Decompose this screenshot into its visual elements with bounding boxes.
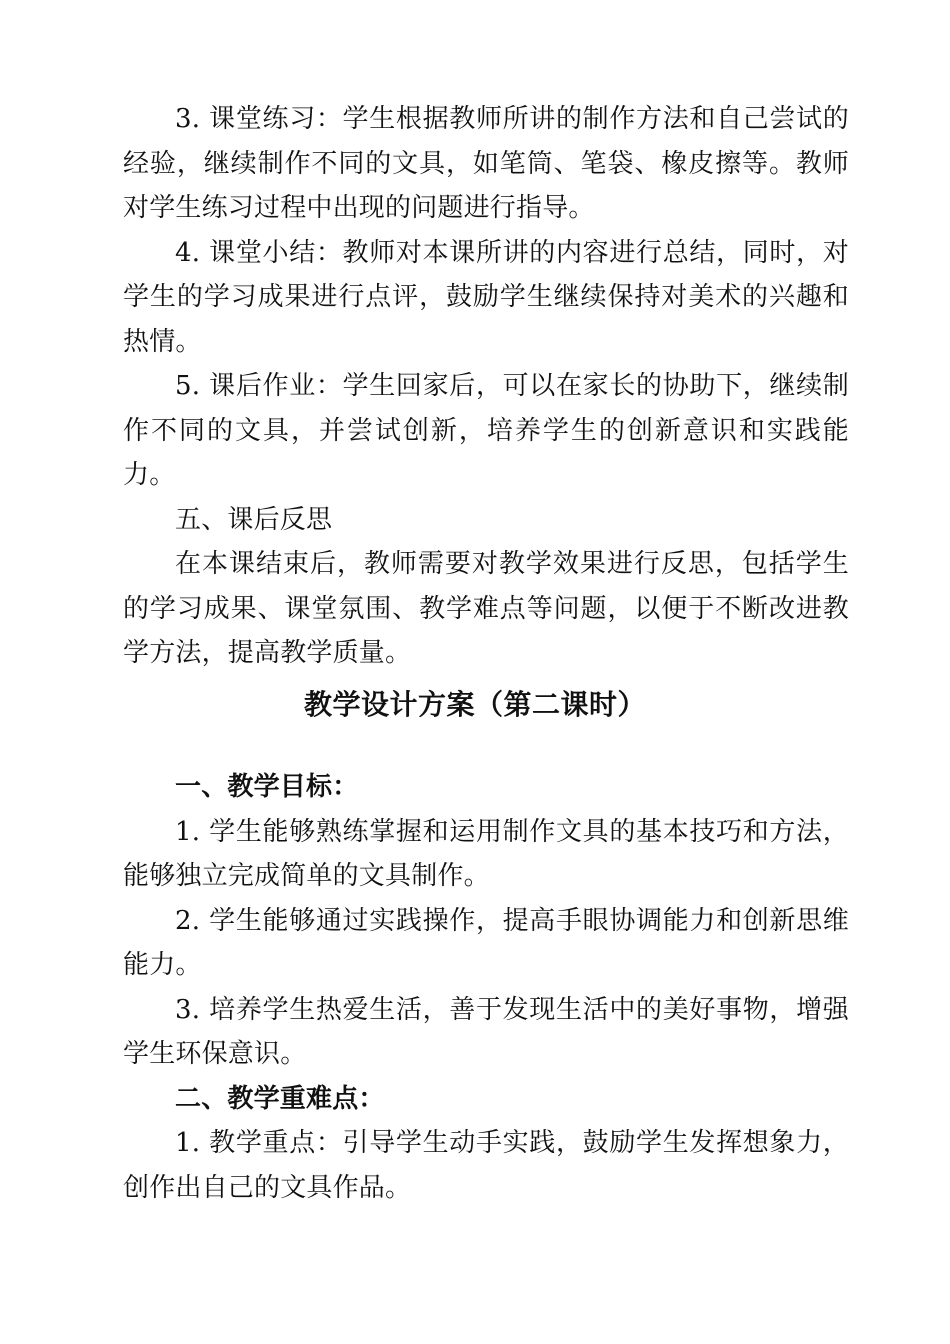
heading-key-difficult-points: 二、教学重难点： <box>175 1083 385 1114</box>
paragraph-classroom-practice: 3. 课堂练习：学生根据教师所讲的制作方法和自己尝试的经验，继续制作不同的文具，如笔筒、笔袋、橡皮擦等。教师对学生练习过程中出现的问题进行指导。 <box>123 104 849 223</box>
goal-item: 2. 学生能够通过实践操作，提高手眼协调能力和创新思维能力。 <box>123 905 849 980</box>
heading-teaching-goals: 一、教学目标： <box>175 772 359 802</box>
key-point-item: 1. 教学重点：引导学生动手实践，鼓励学生发挥想象力，创作出自己的文具作品。 <box>123 1128 849 1203</box>
document-body-part2 <box>123 765 849 1210</box>
paragraph-classroom-summary: 4. 课堂小结：教师对本课所讲的内容进行总结，同时，对学生的学习成果进行点评，鼓励学生继续保持对美术的兴趣和热情。 <box>123 237 849 357</box>
paragraph-homework: 5. 课后作业：学生回家后，可以在家长的协助下，继续制作不同的文具，并尝试创新，培养学生的创新意识和实践能力。 <box>123 371 849 490</box>
document-title: 教学设计方案（第二课时） <box>303 688 646 721</box>
document-body-part1 <box>123 97 849 676</box>
goal-item: 3. 培养学生热爱生活，善于发现生活中的美好事物，增强学生环保意识。 <box>123 994 849 1069</box>
heading-reflection: 五、课后反思 <box>175 504 333 535</box>
paragraph-reflection: 在本课结束后，教师需要对教学效果进行反思，包括学生的学习成果、课堂氛围、教学难点等问题，以便于不断改进教学方法，提高教学质量。 <box>123 549 849 668</box>
goal-item: 1. 学生能够熟练掌握和运用制作文具的基本技巧和方法，能够独立完成简单的文具制作。 <box>123 816 849 891</box>
